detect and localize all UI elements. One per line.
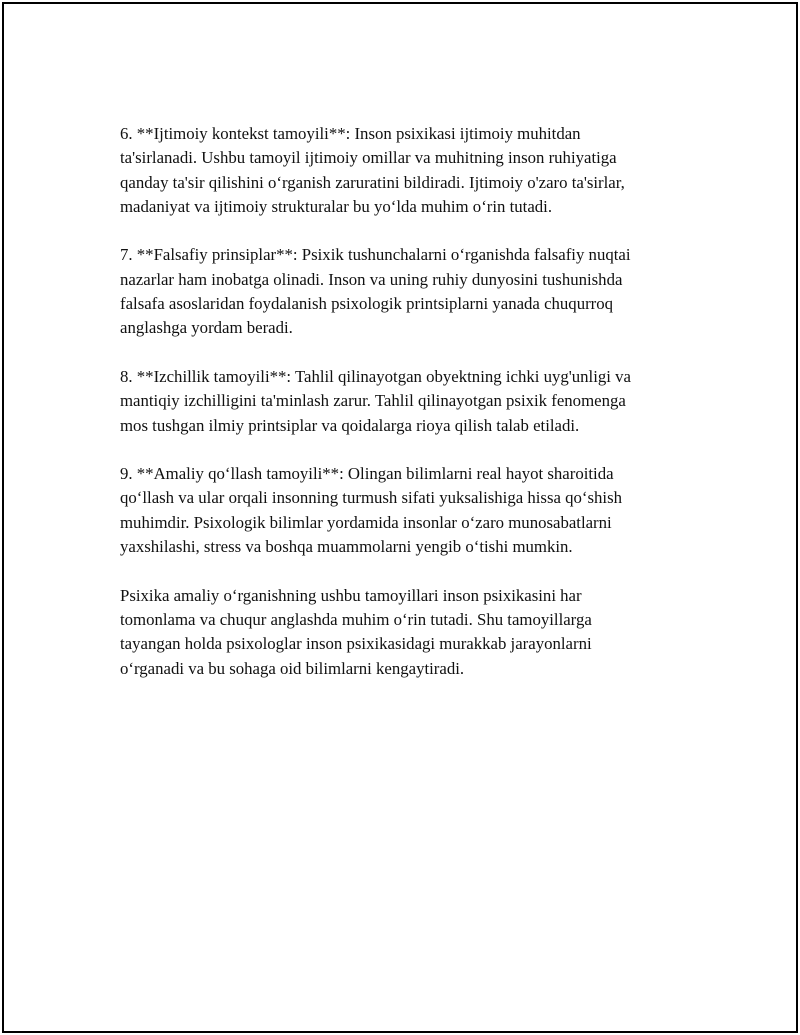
paragraph-social-context-principle [120,122,690,219]
paragraph-line: qanday ta'sir qilishini o‘rganish zaruratini bildiradi. Ijtimoiy o'zaro ta'sirlar, [120,172,625,192]
paragraph-line: tomonlama va chuqur anglashda muhim o‘rin tutadi. Shu tamoyillarga [120,609,592,629]
paragraph-line: nazarlar ham inobatga olinadi. Inson va uning ruhiy dunyosini tushunishda [120,269,623,289]
paragraph-line: anglashga yordam beradi. [120,318,293,338]
paragraph-line: 6. **Ijtimoiy kontekst tamoyili**: Inson psixikasi ijtimoiy muhitdan [120,124,581,143]
paragraph-line: yaxshilashi, stress va boshqa muammolarni yengib o‘tishi mumkin. [120,537,573,557]
paragraph-line: mantiqiy izchilligini ta'minlash zarur. Tahlil qilinayotgan psixik fenomenga [120,391,626,411]
paragraph-line: 9. **Amaliy qo‘llash tamoyili**: Olingan bilimlarni real hayot sharoitida [120,464,614,484]
paragraph-line: 7. **Falsafiy prinsiplar**: Psixik tushunchalarni o‘rganishda falsafiy nuqtai [120,245,631,265]
paragraph-line: ta'sirlanadi. Ushbu tamoyil ijtimoiy omillar va muhitning inson ruhiyatiga [120,148,617,168]
paragraph-consistency-principle [120,365,690,438]
document-page [2,2,798,1033]
paragraph-line: muhimdir. Psixologik bilimlar yordamida insonlar o‘zaro munosabatlarni [120,512,612,532]
paragraph-line: madaniyat va ijtimoiy strukturalar bu yo‘lda muhim o‘rin tutadi. [120,196,553,216]
document-body [120,122,690,705]
paragraph-line: falsafa asoslaridan foydalanish psixologik printsiplarni yanada chuqurroq [120,294,614,314]
paragraph-conclusion [120,584,690,681]
paragraph-philosophical-principles [120,243,690,340]
paragraph-line: Psixika amaliy o‘rganishning ushbu tamoyillari inson psixikasini har [120,585,582,605]
paragraph-practical-application-principle [120,462,690,559]
paragraph-line: qo‘llash va ular orqali insonning turmush sifati yuksalishiga hissa qo‘shish [120,488,622,508]
paragraph-line: o‘rganadi va bu sohaga oid bilimlarni kengaytiradi. [120,658,465,678]
paragraph-line: 8. **Izchillik tamoyili**: Tahlil qilinayotgan obyektning ichki uyg'unligi va [120,366,631,386]
paragraph-line: tayangan holda psixologlar inson psixikasidagi murakkab jarayonlarni [120,634,592,654]
paragraph-line: mos tushgan ilmiy printsiplar va qoidalarga rioya qilish talab etiladi. [120,415,580,435]
